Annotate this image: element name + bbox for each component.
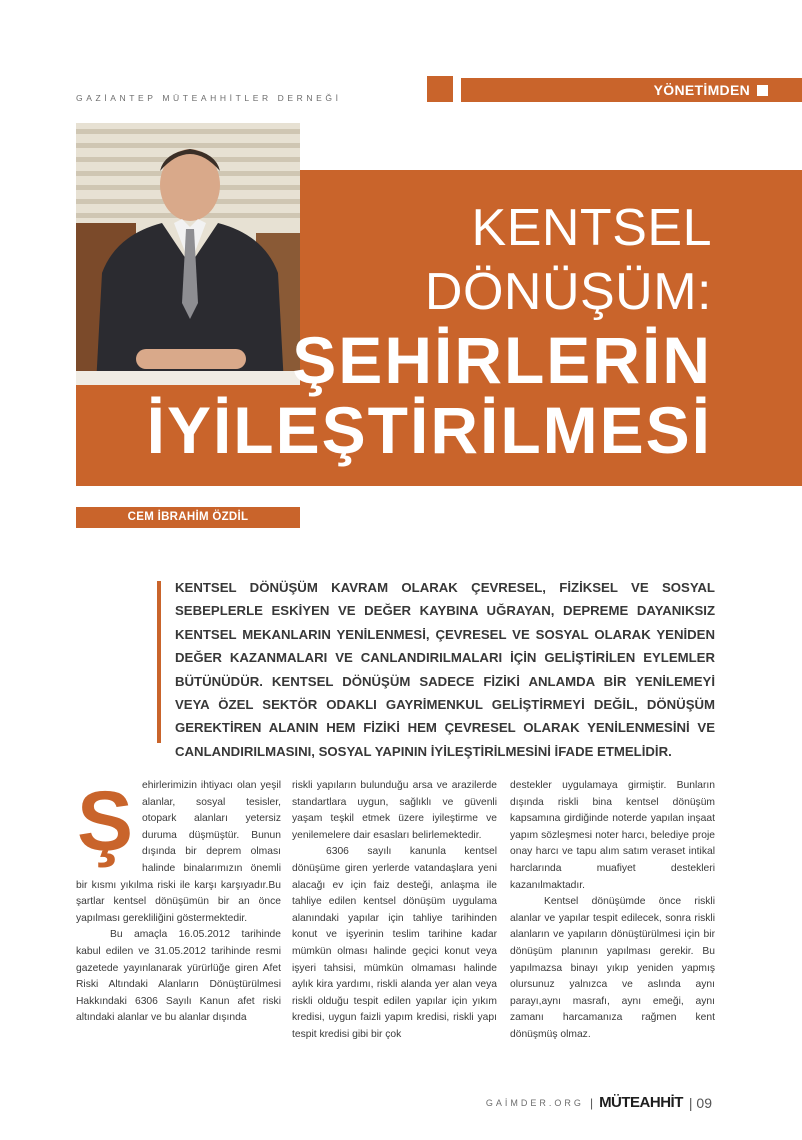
section-bar	[461, 78, 802, 102]
portrait-photo-icon	[76, 123, 300, 385]
header-accent-block	[427, 76, 453, 102]
body-paragraph: destekler uygulamaya girmiştir. Bunların dışında riskli bina kentsel dönüşüm kapsamına girdiğinde noterde yapılan inşaat yapım sözleşmesi noter harcı, belediye proje onay harcı ve tapu alım satım veraset intikal harclarında muafiyet destekleri kazanılmaktadır.	[510, 780, 715, 891]
body-paragraph: Kentsel dönüşümde önce riskli alanlar ve yapılar tespit edilecek, sonra riskli alanların ve yapıların dönüştürülmesi için bir dönüşüm planının yapılması gerekir. Bu yapılmazsa binayı yıkıp yeniden yapmış olursunuz yalnızca ve aslında aynı parayı,aynı masrafı, aynı emeği, aynı zamanı harcamanıza rağmen kent dönüşmüş olmaz.	[510, 896, 715, 1040]
author-photo	[76, 123, 300, 385]
footer-website: GAİMDER.ORG	[485, 1097, 584, 1108]
author-role: GAİMDER BAŞKAN YARDIMCISI	[105, 495, 271, 507]
body-column-2	[292, 778, 497, 1044]
title-line-3: ŞEHİRLERİN	[292, 323, 712, 397]
drop-cap: Ş	[76, 774, 134, 868]
square-icon	[757, 85, 768, 96]
section-label	[654, 82, 768, 98]
body-paragraph: ehirlerimizin ihtiyacı olan yeşil alanlar, sosyal tesisler, otopark alanları yetersiz duruma düşmüştür. Bunun dışında bir deprem olması halinde binalarımızın önemli bir kısmı yıkılma riski ile karşı karşıyadır.Bu şartlar kentsel dönüşümün bir an önce yapılması gerekliliğini göstermektedir.	[76, 780, 281, 924]
body-paragraph: 6306 sayılı kanunla kentsel dönüşüme giren yerlerde vatandaşlara yeni alacağı ev için faiz desteği, anlaşma ile tahliye edilen kentsel dönüşüm uygulama alanındaki yapılar için tahliye tarihinden konut ve işyerinin teslim tarihine kadar mümkün olması halinde geçici konut veya işyeri tahsisi, mümkün olmaması halinde aylık kira yardımı, riskli alanda yer alan veya riskli olduğu tespit edilen yapılar için yıkım kredisi, uygun faizli yapım kredisi, riskli yapı tespit kredisi gibi bir çok	[292, 846, 497, 1040]
body-column-3	[510, 778, 715, 1044]
page-footer	[486, 1094, 712, 1111]
title-line-2: DÖNÜŞÜM:	[424, 263, 712, 321]
author-name-bar	[76, 507, 300, 528]
lead-accent-bar	[157, 581, 161, 743]
association-name: GAZİANTEP MÜTEAHHİTLER DERNEĞİ	[76, 93, 342, 103]
title-line-4: İYİLEŞTİRİLMESİ	[146, 393, 712, 467]
body-paragraph: Bu amaçla 16.05.2012 tarihinde kabul edilen ve 31.05.2012 tarihinde resmi gazetede yayınlanarak yürürlüğe giren Afet Riski Altındaki Alanların Dönüştürülmesi Hakkındaki 6306 Sayılı Kanun afet riski altındaki alanlar ve bu alanlar dışında	[76, 929, 281, 1024]
lead-paragraph: KENTSEL DÖNÜŞÜM KAVRAM OLARAK ÇEVRESEL, FİZİKSEL VE SOSYAL SEBEPLERLE ESKİYEN VE DEĞER KAYBINA UĞRAYAN, DEPREME DAYANIKSIZ KENTSEL MEKANLARIN YENİLENMESİ, ÇEVRESEL VE SOSYAL OLARAK YENİDEN DEĞER KAZANMALARI VE CANLANDIRILMALARI İÇİN GELİŞTİRİLEN EYLEMLER BÜTÜNÜDÜR. KENTSEL DÖNÜŞÜM SADECE FİZİKİ ANLAMDA BİR YENİLEMEYİ VEYA ÖZEL SEKTÖR ODAKLI GAYRİMENKUL GELİŞTİRMEYİ DEĞİL, DÖNÜŞÜM GEREKTİREN ALANIN HEM FİZİKİ HEM ÇEVRESEL OLARAK YENİLENMESİNİ VE CANLANDIRILMASINI, SOSYAL YAPININ İYİLEŞTİRİLMESİNİ İFADE ETMELİDİR.	[175, 580, 715, 759]
section-label-text: YÖNETİMDEN	[653, 82, 750, 98]
page-number: | 09	[688, 1094, 712, 1111]
footer-separator: |	[589, 1095, 594, 1110]
author-name: CEM İBRAHİM ÖZDİL	[127, 511, 249, 523]
footer-brand-logo: MÜTEAHHİT	[599, 1094, 683, 1111]
body-paragraph: riskli yapıların bulunduğu arsa ve arazilerde standartlara uygun, sağlıklı ve güvenli yaşam teşkil etmek üzere iyileştirme ve yenilemelere dair esasları belirlemektedir.	[292, 780, 497, 841]
title-line-1: KENTSEL	[471, 199, 712, 257]
body-column-1	[76, 774, 281, 1027]
